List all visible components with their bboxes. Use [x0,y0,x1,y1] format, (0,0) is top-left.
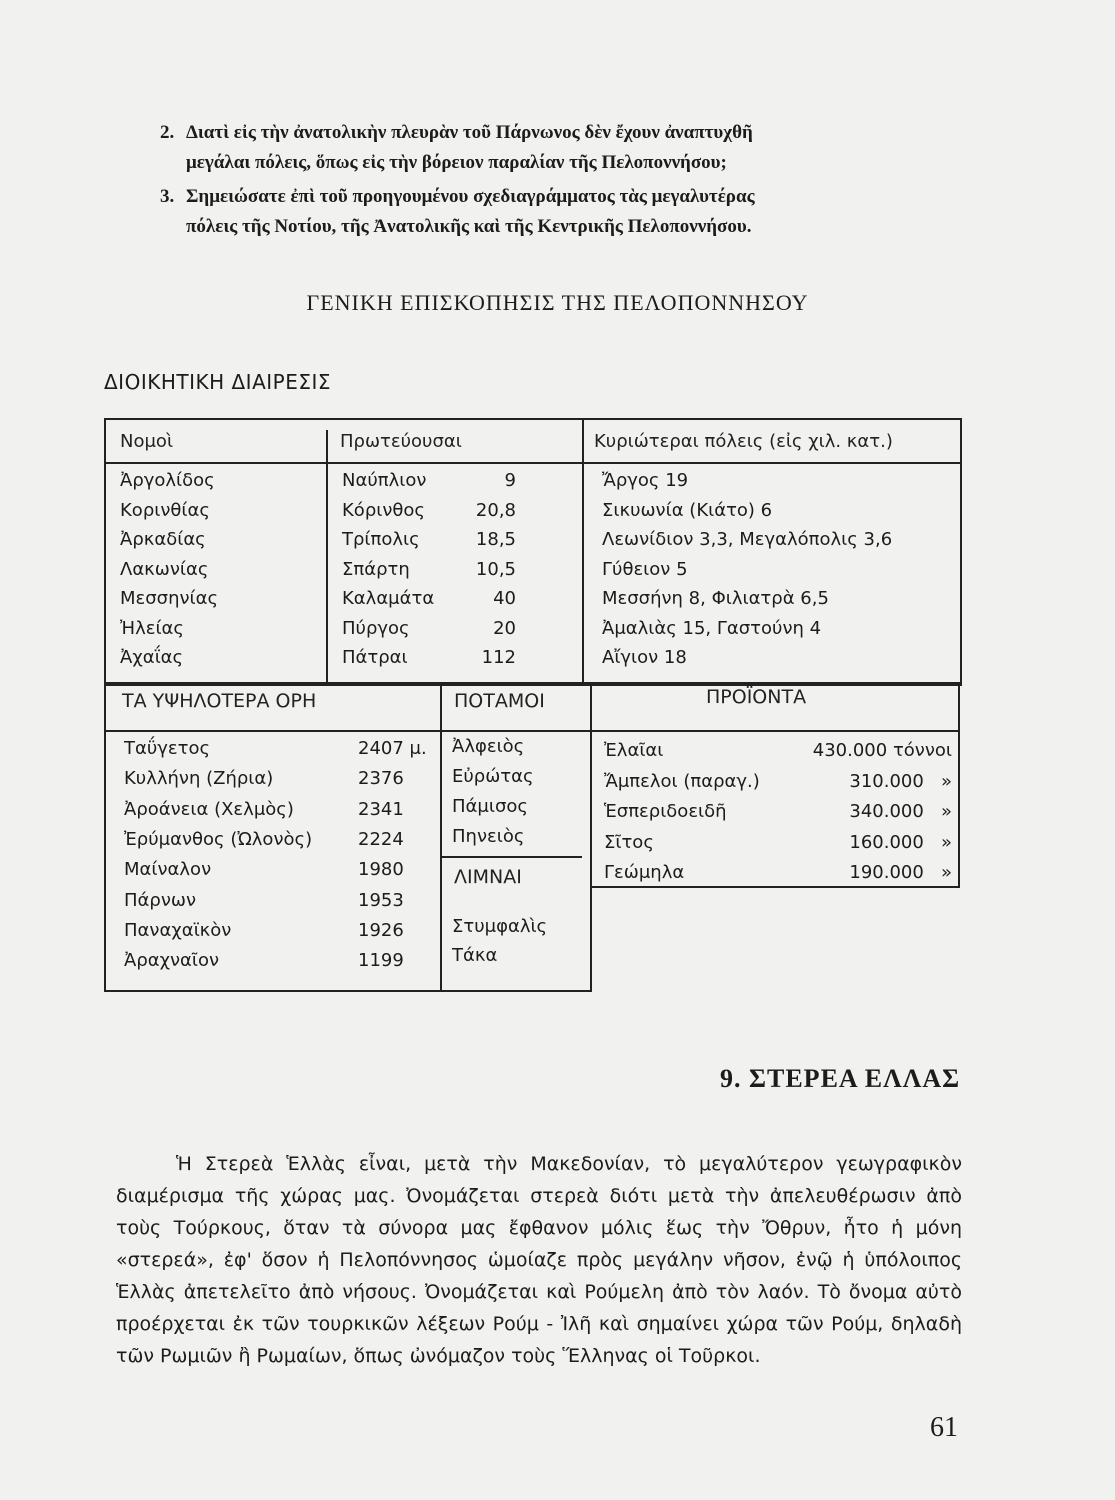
mountain-height: 2341 [358,798,404,820]
question-number: 3. [160,186,175,207]
table-right [958,682,960,888]
column-divider [582,418,584,684]
river-name: Εὐρώτας [452,766,534,787]
nomos-cell: Ἀργολίδος [120,470,215,491]
nomos-cell: Μεσσηνίας [120,588,219,609]
mountain-name: Κυλλήνη (Ζήρια) [124,768,274,790]
header-capitals: Πρωτεύουσαι [340,431,462,452]
question-line: πόλεις τῆς Νοτίου, τῆς Ἀνατολικῆς καὶ τῆς Κεντρικῆς Πελοποννήσου. [186,216,752,237]
question-line: Διατὶ εἰς τὴν ἀνατολικὴν πλευρὰν τοῦ Πάρνωνος δὲν ἔχουν ἀναπτυχθῆ [186,122,753,143]
capital-cell: Κόρινθος [342,499,425,521]
section-title: 9. ΣΤΕΡΕΑ ΕΛΛΑΣ [720,1064,961,1093]
column-divider [326,430,328,684]
river-name: Πηνειὸς [452,826,525,847]
table-top [104,682,960,684]
product-value: 340.000 » [849,801,952,822]
page-number: 61 [930,1412,958,1443]
main-cities-cell: Ἀμαλιὰς 15, Γαστούνη 4 [602,617,822,639]
header-nomoi: Νομοὶ [120,431,174,452]
main-cities-cell: Λεωνίδιον 3,3, Μεγαλόπολις 3,6 [602,529,893,550]
capital-pop-cell: 10,5 [475,558,516,580]
rivers-header: ΠΟΤΑΜΟΙ [454,690,545,712]
mountain-name: Πάρνων [124,889,197,911]
question-line: μεγάλαι πόλεις, ὅπως εἰς τὴν βόρειον παραλίαν τῆς Πελοποννήσου; [186,152,727,173]
mountain-name: Παναχαϊκὸν [124,919,232,941]
nomos-cell: Κορινθίας [120,499,210,521]
capital-pop-cell: 20,8 [475,499,516,521]
river-name: Ἀλφειὸς [452,736,525,757]
capital-cell: Ναύπλιον [342,470,427,491]
nomos-cell: Ἀχαΐας [120,647,184,668]
mountain-height: 2376 [358,768,404,790]
question-line: Σημειώσατε ἐπὶ τοῦ προηγουμένου σχεδιαγράμματος τὰς μεγαλυτέρας [186,186,755,207]
capital-cell: Τρίπολις [342,529,420,550]
column-divider [590,682,592,992]
mountain-name: Ἀροάνεια (Χελμὸς) [124,798,294,820]
mountain-height: 1953 [358,889,404,911]
lakes-header: ΛΙΜΝΑΙ [454,866,522,888]
product-name: Ἐλαῖαι [604,740,664,761]
mountain-name: Ἐρύμανθος (Ὠλονὸς) [124,828,313,850]
capital-cell: Πύργος [342,617,410,639]
capital-pop-cell: 20 [493,617,516,639]
mountains-header: ΤΑ ΥΨΗΛΟΤΕΡΑ ΟΡΗ [122,690,317,712]
paragraph-text: Ἡ Στερεὰ Ἑλλὰς εἶναι, μετὰ τὴν Μακεδονίαν, τὸ μεγαλύτερον γεωγραφικὸν διαμέρισμα τῆς χώρας μας. Ὀνομάζεται στερεὰ διότι μετὰ τὴν ἀπελευθέρωσιν ἀπὸ τοὺς Τούρκους, ὅταν τὰ σύνορα μας ἔφθανον μόλις ἕως τὴν Ὄθρυν, ἦτο ἡ μόνη «στερεά», ἐφ' ὅσον ἡ Πελοπόννησος ὡμοίαζε πρὸς μεγάλην νῆσον, ἐνῷ ἡ ὑπόλοιπος Ἑλλὰς ἀπετελεῖτο ἀπὸ νήσους. Ὀνομάζεται καὶ Ρούμελη ἀπὸ τὸν λαόν. Τὸ ὄνομα αὐτὸ προέρχεται ἐκ τῶν τουρκικῶν λέξεων Ρούμ - Ἰλῆ καὶ σημαίνει χώρα τῶν Ρούμ, δηλαδὴ τῶν Ρωμιῶν ἢ Ρωμαίων, ὅπως ὠνόμαζον τοὺς Ἕλληνας οἱ Τοῦρκοι. [116,1153,962,1367]
product-value: 430.000 τόννοι [812,740,952,761]
mountain-height: 2224 [358,828,404,850]
capital-cell: Σπάρτη [342,558,410,580]
capital-pop-cell: 9 [504,470,516,491]
question-2 [160,118,960,178]
capital-pop-cell: 112 [481,647,516,668]
body-paragraph [116,1148,962,1372]
question-3 [160,182,960,242]
nomos-cell: Λακωνίας [120,558,209,580]
admin-table-border [104,418,962,686]
capital-cell: Πάτραι [342,647,408,668]
lakes-divider [442,856,582,858]
capital-pop-cell: 18,5 [475,529,516,550]
product-name: Ἄμπελοι (παραγ.) [604,770,760,792]
product-value: 310.000 » [849,770,952,792]
nomos-cell: Ἠλείας [120,617,184,639]
lake-name: Τάκα [452,945,498,966]
admin-division-title: ΔΙΟΙΚΗΤΙΚΗ ΔΙΑΙΡΕΣΙΣ [104,370,332,394]
mountain-height: 1980 [358,859,404,881]
main-cities-cell: Αἴγιον 18 [602,647,687,668]
products-bottom [590,886,960,888]
product-name: Γεώμηλα [604,862,685,883]
question-number: 2. [160,122,175,143]
header-divider [104,730,960,732]
capital-pop-cell: 40 [493,588,516,609]
mountain-name: Ἀραχναῖον [124,950,220,972]
capital-cell: Καλαμάτα [342,588,435,609]
mountain-name: Ταΰγετος [124,738,211,759]
product-name: Σῖτος [604,831,654,853]
mountain-height: 1926 [358,919,404,941]
nomos-cell: Ἀρκαδίας [120,529,206,550]
table-left [104,682,106,992]
table-bottom [104,990,592,992]
product-name: Ἑσπεριδοειδῆ [604,801,727,822]
river-name: Πάμισος [452,796,528,817]
products-header: ΠΡΟΪΟΝΤΑ [706,686,807,708]
product-value: 160.000 » [849,831,952,853]
header-divider [104,462,960,464]
mountain-name: Μαίναλον [124,859,212,881]
overview-title: ΓΕΝΙΚΗ ΕΠΙΣΚΟΠΗΣΙΣ ΤΗΣ ΠΕΛΟΠΟΝΝΗΣΟΥ [306,290,809,315]
main-cities-cell: Μεσσήνη 8, Φιλιατρὰ 6,5 [602,588,829,609]
header-main-cities: Κυριώτεραι πόλεις (εἰς χιλ. κατ.) [594,431,893,452]
mountain-height: 1199 [358,950,404,972]
mountain-height: 2407 μ. [358,738,427,759]
main-cities-cell: Σικυωνία (Κιάτο) 6 [602,499,773,521]
main-cities-cell: Ἄργος 19 [602,470,689,491]
lake-name: Στυμφαλὶς [452,916,548,937]
column-divider [440,682,442,992]
main-cities-cell: Γύθειον 5 [602,558,688,580]
product-value: 190.000 » [849,862,952,883]
